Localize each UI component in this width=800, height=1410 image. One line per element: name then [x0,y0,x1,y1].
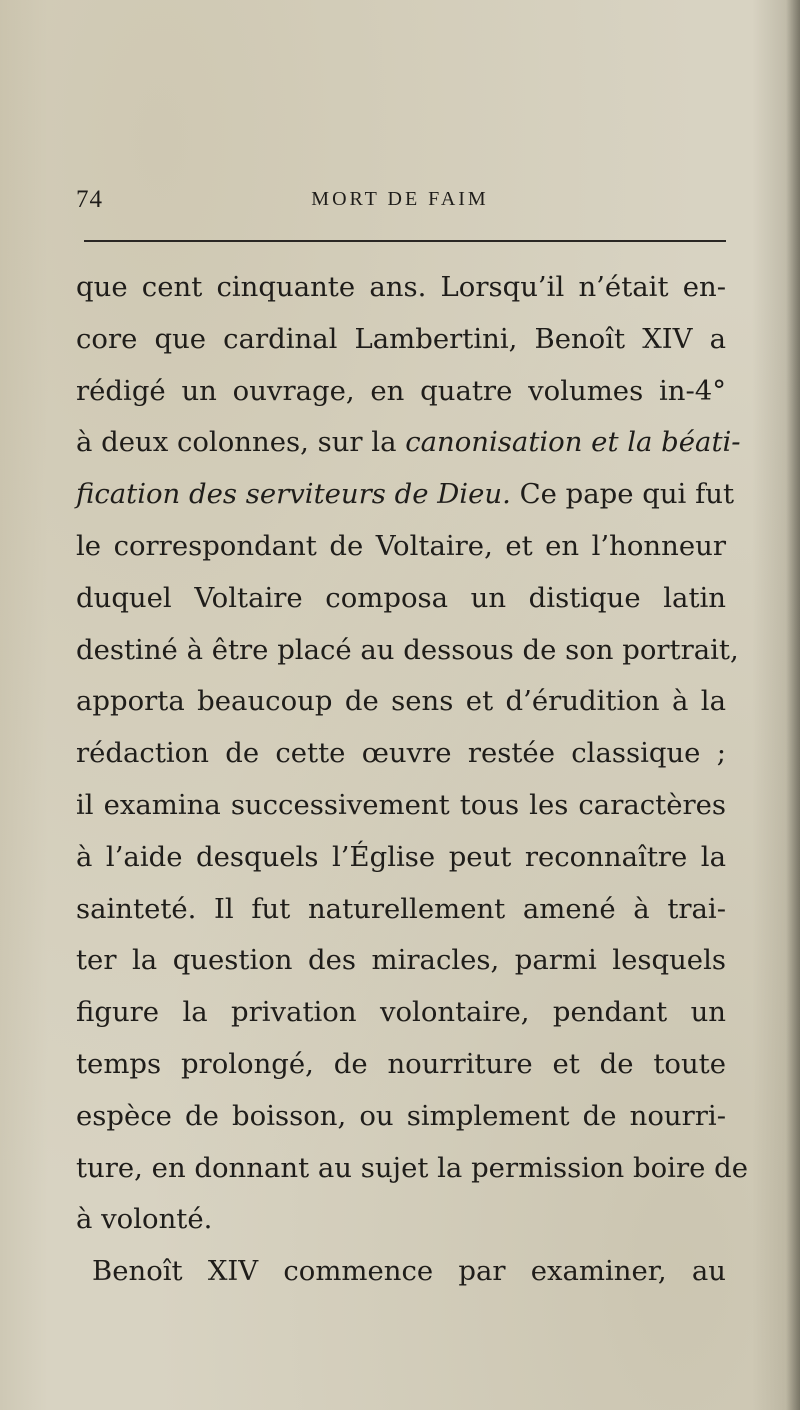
text-line: ter la question des miracles, parmi lesquels [76,944,726,977]
text-line: fication des serviteurs de Dieu. Ce pape qui fut [76,478,735,511]
text-line: apporta beaucoup de sens et d’érudition à la [76,685,726,718]
text-line: il examina successivement tous les caractères [76,788,726,821]
page-header [76,182,724,222]
text-line: ture, en donnant au sujet la permission boire de [76,1151,748,1184]
running-title: MORT DE FAIM [311,188,489,210]
page-number: 74 [76,186,103,213]
text-line: à volonté. [76,1203,213,1236]
header-rule [84,240,726,242]
italic-title: fication des serviteurs de Dieu. [76,478,511,511]
text-line: figure la privation volontaire, pendant un [76,996,726,1029]
text-line: espèce de boisson, ou simplement de nourri- [76,1099,726,1132]
italic-title: canonisation et la béati- [405,426,741,459]
text-line: core que cardinal Lambertini, Benoît XIV a [76,322,726,355]
text-line: rédigé un ouvrage, en quatre volumes in-4° [76,374,726,407]
text-line: destiné à être placé au dessous de son portrait, [76,633,739,666]
text-line: duquel Voltaire composa un distique latin [76,581,726,614]
text-line: sainteté. Il fut naturellement amené à trai- [76,892,726,925]
text-line: le correspondant de Voltaire, et en l’honneur [76,529,726,562]
text-line: rédaction de cette œuvre restée classique ; [76,737,726,770]
page-edge-shadow [786,0,800,1410]
text-line: à deux colonnes, sur la canonisation et la béati- [76,426,741,459]
text-line: temps prolongé, de nourriture et de toute [76,1047,726,1080]
text-line: Benoît XIV commence par examiner, au [92,1255,726,1288]
text-line: à l’aide desquels l’Église peut reconnaître la [76,840,726,873]
body-text [76,262,748,1298]
text-line: que cent cinquante ans. Lorsqu’il n’était en- [76,271,726,303]
